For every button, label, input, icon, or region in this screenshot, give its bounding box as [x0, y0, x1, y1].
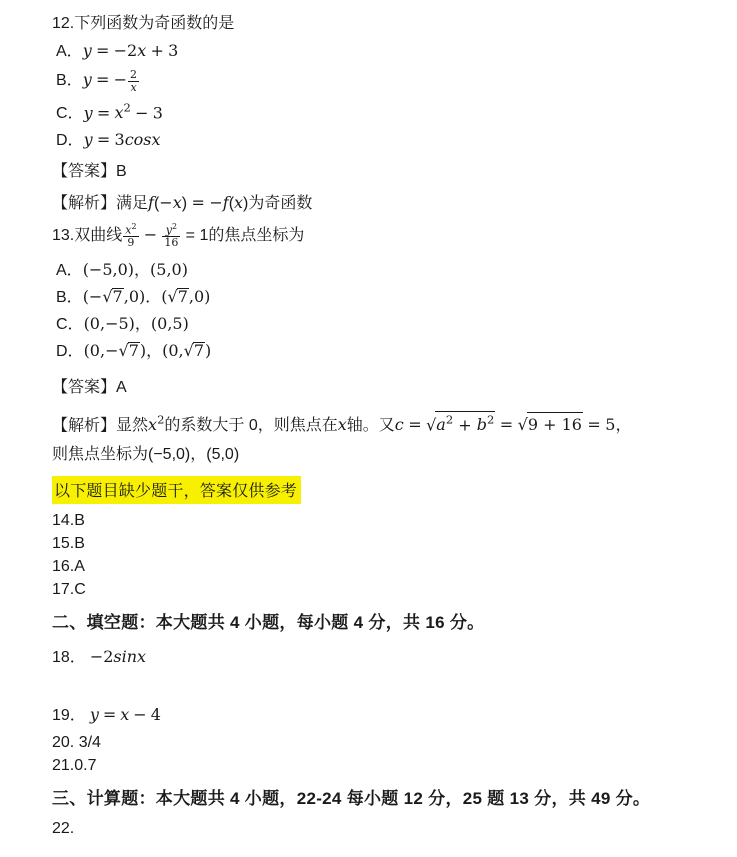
question-13-analysis-line-2: 则焦点坐标为(−5,0)，(5,0): [52, 446, 240, 464]
fill-answer-19: 19． y = x − 4: [52, 704, 161, 724]
question-12-choice-d: D．y = 3cosx: [56, 130, 161, 150]
fill-18-number: 18．: [52, 648, 86, 666]
question-12-choice-b: B．y = − $\frac{2}{x}$: [56, 68, 138, 94]
analysis-label: 【解析】: [52, 417, 117, 435]
question-13-choice-b: B．(−√7,0)．(√7,0): [56, 287, 211, 306]
radical-9-16: √9 + 16: [518, 412, 583, 438]
choice-d-label: D．: [56, 343, 84, 360]
question-13-stem-suffix: = 1的焦点坐标为: [185, 227, 305, 245]
answer-value: A: [116, 379, 127, 396]
question-12-number: 12.: [52, 15, 75, 32]
short-answer-14: 14.B: [52, 511, 85, 529]
question-12-stem-text: 下列函数为奇函数的是: [74, 15, 235, 32]
question-13-stem-prefix: 双曲线: [74, 227, 123, 245]
blank-gap: [52, 676, 697, 702]
choice-a-label: A．: [56, 262, 83, 279]
choice-d-label: D．: [56, 132, 84, 150]
fill-answer-20: 20. 3/4: [52, 733, 101, 751]
answer-label: 【答案】: [52, 379, 117, 396]
short-answer-16: 16.A: [52, 557, 85, 575]
analysis-label: 【解析】: [52, 195, 117, 213]
fill-answer-18: 18． −2sinx: [52, 646, 147, 666]
radical-a2-b2: $√a^2 + b^2$: [426, 411, 495, 438]
choice-b-label: B．: [56, 289, 83, 306]
question-13-choice-c: C．(0,−5)，(0,5): [56, 314, 189, 333]
question-13-choice-d: D．(0,−√7)，(0,√7): [56, 341, 212, 360]
notice-highlight: 以下题目缺少题干，答案仅供参考: [52, 476, 301, 504]
short-answer-15: 15.B: [52, 534, 85, 552]
answer-value: B: [116, 163, 127, 181]
answer-label: 【答案】: [52, 163, 117, 181]
short-answer-17: 17.C: [52, 580, 86, 598]
question-13-stem: 13.双曲线 $\frac{x^2}{9}$ − $\frac{y^2}{16}$ = 1的焦点坐标为: [52, 221, 305, 250]
question-12-stem: [52, 10, 697, 33]
question-13-answer: [52, 374, 697, 397]
question-13-number: 13.: [52, 227, 75, 245]
question-13-choice-a: A．(−5,0)，(5,0): [56, 260, 188, 279]
choice-c-label: C．: [56, 105, 84, 123]
choice-a-label: A．: [56, 43, 83, 60]
choice-c-label: C．: [56, 316, 84, 333]
question-12-answer: [52, 158, 697, 181]
analysis-text: 满足f(−x) = −f(x)为奇函数: [116, 193, 313, 213]
question-12-choice-c: C．$y = x^2 - 3$: [56, 100, 163, 123]
item-22: 22.: [52, 819, 75, 837]
notice-row: [52, 476, 697, 504]
fill-answer-21: 21.0.7: [52, 756, 97, 774]
fill-19-number: 19．: [52, 706, 86, 724]
question-13-analysis-line-1: 【解析】显然$x^2$的系数大于 0，则焦点在x轴。又$c = √a^2 + b^2 = √9 + 16 = 5$，: [52, 411, 697, 439]
fraction-x2-over-9: $\frac{x^2}{9}$: [125, 221, 137, 250]
question-12-analysis: [52, 190, 697, 213]
section-three-heading: 三、计算题：本大题共 4 小题，22-24 每小题 12 分，25 题 13 分，共 49 分。: [52, 788, 651, 808]
fraction-y2-over-16: $\frac{y^2}{16}$: [164, 221, 179, 250]
choice-b-label: B．: [56, 71, 83, 89]
section-two-heading: 二、填空题：本大题共 4 小题，每小题 4 分，共 16 分。: [52, 612, 485, 632]
question-12-choice-a: A．y = −2x + 3: [56, 41, 179, 60]
